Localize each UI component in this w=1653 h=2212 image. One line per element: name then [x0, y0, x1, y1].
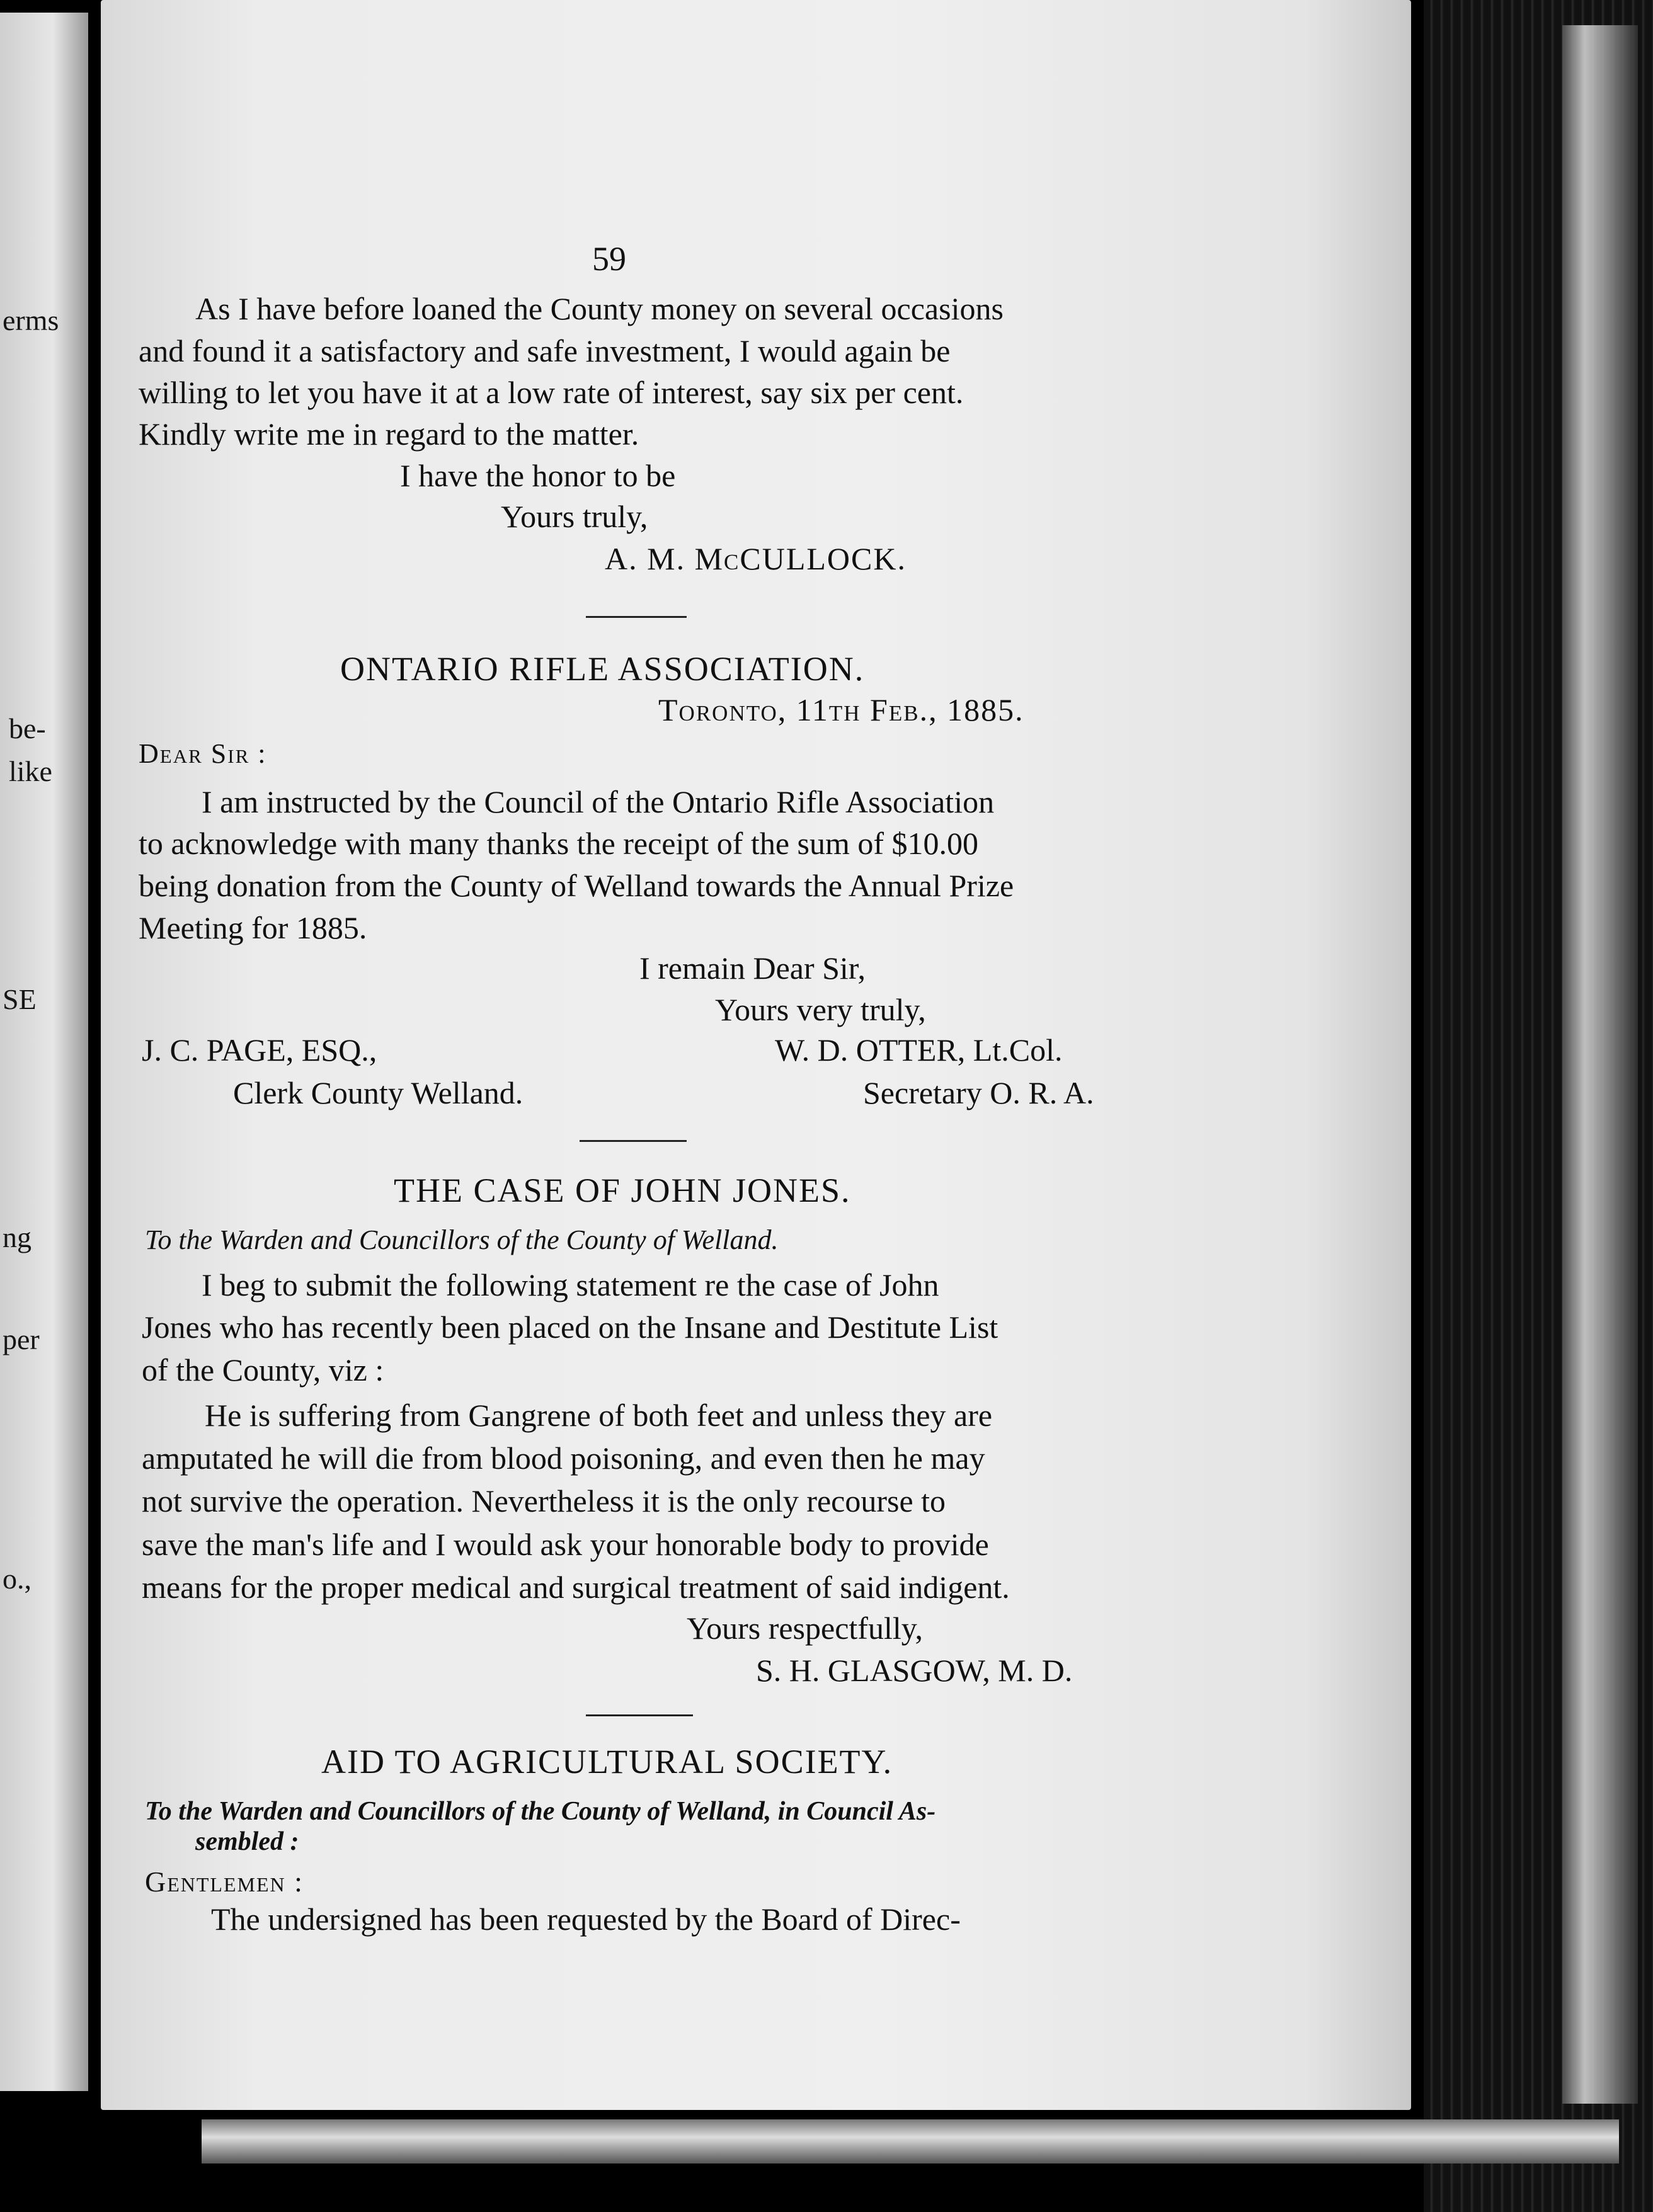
letter2-line: Meeting for 1885.	[139, 910, 367, 945]
letter1-line: and found it a satisfactory and safe investment, I would again be	[139, 333, 951, 368]
document-page	[101, 0, 1411, 2110]
section-divider	[586, 1714, 693, 1716]
page-number: 59	[592, 240, 626, 278]
letter2-line: being donation from the County of Welland towards the Annual Prize	[139, 868, 1014, 903]
signature-title: Secretary O. R. A.	[863, 1075, 1094, 1110]
left-page-fragment	[0, 13, 88, 2091]
section-divider	[580, 1140, 687, 1142]
letter1-line: willing to let you have it at a low rate of interest, say six per cent.	[139, 375, 964, 410]
addressee: J. C. PAGE, ESQ.,	[142, 1032, 377, 1068]
letter3-line: of the County, viz :	[142, 1352, 384, 1388]
left-fragment-text: per	[3, 1323, 40, 1355]
letter1-closing: Yours truly,	[501, 499, 648, 534]
left-fragment-text: be-	[9, 712, 46, 744]
letter2-closing: I remain Dear Sir,	[639, 950, 866, 986]
letter3-line: I beg to submit the following statement re the case of John	[202, 1267, 939, 1303]
book-bottom-edge	[202, 2119, 1619, 2164]
page-stack-edge	[1562, 25, 1638, 2104]
address-line: To the Warden and Councillors of the County of Welland.	[145, 1224, 779, 1255]
left-fragment-text: like	[9, 755, 52, 787]
letter3-signature: S. H. GLASGOW, M. D.	[756, 1653, 1073, 1688]
left-fragment-text: SE	[3, 983, 37, 1015]
letter3-line: save the man's life and I would ask your honorable body to provide	[142, 1527, 989, 1562]
letter1-line: As I have before loaned the County money on several occasions	[195, 291, 1004, 326]
letter3-closing: Yours respectfully,	[687, 1611, 923, 1646]
left-fragment-text: o.,	[3, 1563, 31, 1595]
letter4-line: The undersigned has been requested by the Board of Direc-	[211, 1901, 961, 1937]
letter2-line: to acknowledge with many thanks the receipt of the sum of $10.00	[139, 826, 979, 861]
letter3-line: Jones who has recently been placed on the Insane and Destitute List	[142, 1309, 998, 1345]
letter3-line: not survive the operation. Nevertheless it is the only recourse to	[142, 1483, 946, 1519]
section-heading: THE CASE OF JOHN JONES.	[394, 1172, 851, 1209]
section-heading: ONTARIO RIFLE ASSOCIATION.	[340, 650, 865, 688]
letter3-line: amputated he will die from blood poisoning, and even then he may	[142, 1440, 985, 1476]
letter3-line: He is suffering from Gangrene of both feet and unless they are	[205, 1398, 993, 1433]
section-heading: AID TO AGRICULTURAL SOCIETY.	[321, 1743, 893, 1781]
left-fragment-text: ng	[3, 1221, 31, 1253]
addressee-title: Clerk County Welland.	[233, 1075, 523, 1110]
address-line: To the Warden and Councillors of the County of Welland, in Council As-	[145, 1797, 936, 1826]
address-line: sembled :	[195, 1827, 299, 1856]
left-fragment-text: erms	[3, 304, 59, 336]
salutation: Dear Sir :	[139, 738, 267, 769]
salutation: Gentlemen :	[145, 1866, 304, 1898]
letter1-closing: I have the honor to be	[400, 458, 676, 493]
letter1-signature: A. M. McCULLOCK.	[605, 541, 907, 576]
letter2-line: I am instructed by the Council of the Ontario Rifle Association	[202, 784, 995, 819]
letter1-line: Kindly write me in regard to the matter.	[139, 416, 639, 452]
dateline: Toronto, 11th Feb., 1885.	[658, 692, 1024, 727]
letter3-line: means for the proper medical and surgical treatment of said indigent.	[142, 1570, 1010, 1605]
section-divider	[586, 616, 687, 618]
letter2-closing: Yours very truly,	[715, 992, 926, 1027]
letter2-signature: W. D. OTTER, Lt.Col.	[775, 1032, 1063, 1068]
